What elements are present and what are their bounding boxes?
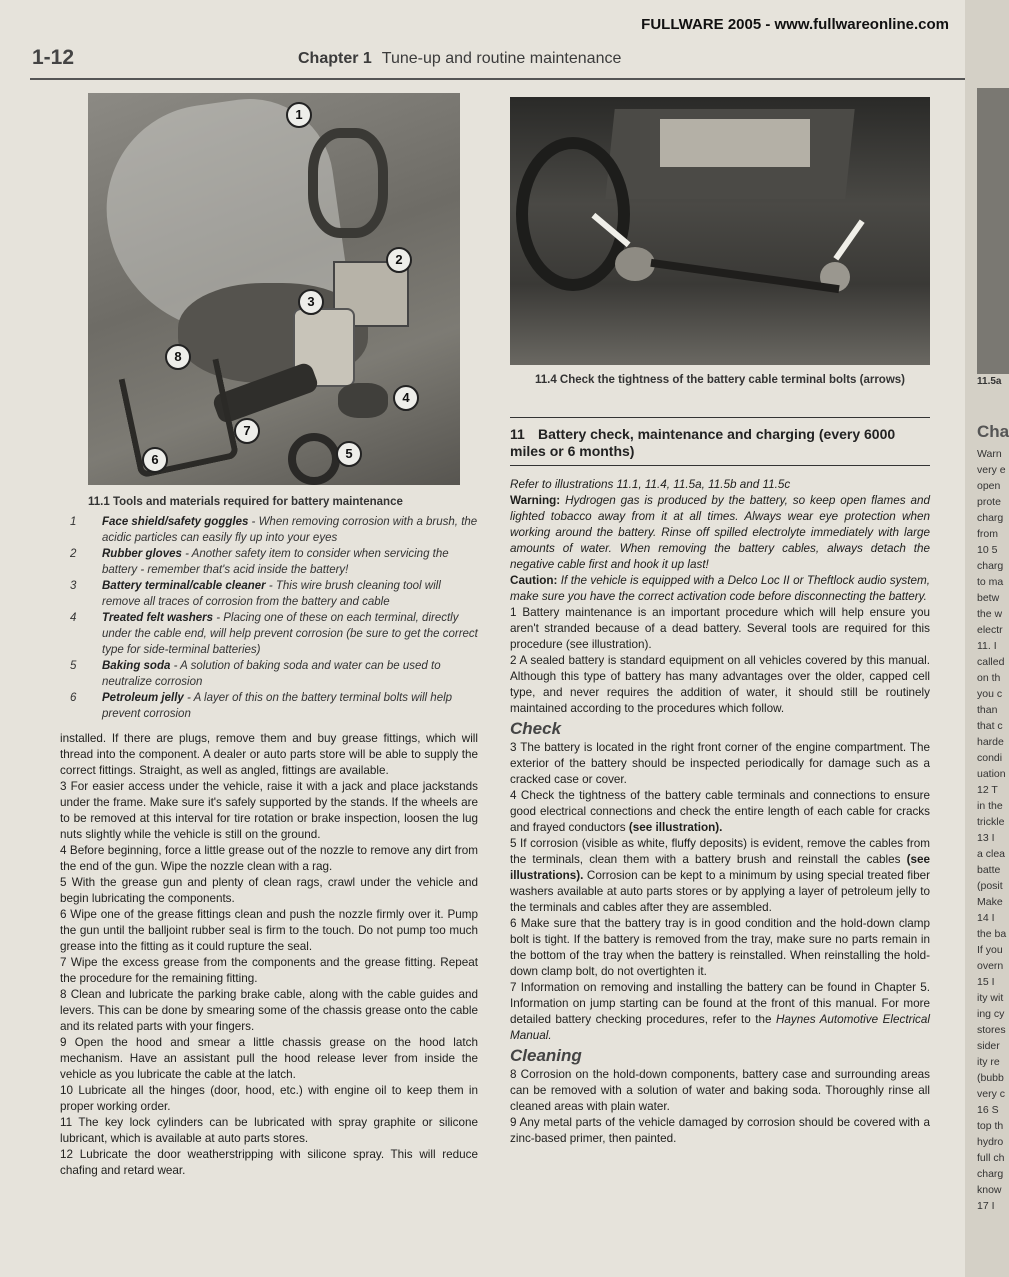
next-page-line: overn	[977, 960, 1004, 972]
paragraph-text: Corrosion can be kept to a minimum by using special treated fiber washers available at auto parts stores or by applying a layer of petroleum jelly to the terminals and cables after they are assembled.	[510, 869, 930, 914]
next-page-line: If you	[977, 944, 1003, 956]
header-rule	[30, 78, 965, 80]
next-page-line: from	[977, 528, 998, 540]
callout-2: 2	[386, 247, 412, 273]
body-paragraph: 11 The key lock cylinders can be lubricated with spray graphite or silicone lubricant, which is available at auto parts stores.	[60, 1116, 478, 1145]
callout-3: 3	[298, 289, 324, 315]
next-page-line: batte	[977, 864, 1001, 876]
body-paragraph: 6 Wipe one of the grease fittings clean and push the nozzle firmly over it. Pump the gun until the balljoint rubber seal is firm to the touch. Do not pump too much grease into the fitting as it could rupture the seal.	[60, 908, 478, 953]
running-header	[298, 50, 621, 68]
next-page-line: the ba	[977, 928, 1007, 940]
next-page-edge	[965, 0, 1009, 1277]
next-page-line: very c	[977, 1088, 1006, 1100]
figure-battery-terminal-photo	[510, 97, 930, 365]
callout-4: 4	[393, 385, 419, 411]
callout-7: 7	[234, 418, 260, 444]
body-paragraph: 8 Clean and lubricate the parking brake cable, along with the cable guides and levers. This can be done by smearing some of the chassis grease onto the cable and its related parts with your fingers.	[60, 988, 478, 1033]
section-heading	[510, 426, 930, 460]
body-paragraph: 7 Wipe the excess grease from the components and the grease fitting. Repeat the procedure for the remaining fitting.	[60, 956, 478, 985]
body-paragraph: 8 Corrosion on the hold-down components, battery case and surrounding areas can be removed with a solution of water and baking soda. Thoroughly rinse all cleaned areas with plain water.	[510, 1068, 930, 1113]
terminal-left-shape	[615, 247, 655, 281]
paragraph-text: 5 If corrosion (visible as white, fluffy deposits) is evident, remove the cables from the terminals, clean them with a battery brush and reinstall the cables	[510, 837, 930, 866]
legend-term: Rubber gloves	[102, 548, 182, 560]
next-page-line: charg	[977, 1168, 1004, 1180]
legend-number: 5	[70, 660, 77, 672]
legend-number: 4	[70, 612, 77, 624]
next-page-line: stores	[977, 1024, 1006, 1036]
next-page-line: that c	[977, 720, 1003, 732]
legend-item	[70, 514, 478, 546]
next-page-line: 16 S	[977, 1104, 999, 1116]
next-page-line: called	[977, 656, 1005, 668]
warning-paragraph	[510, 493, 930, 573]
next-page-line: a clea	[977, 848, 1006, 860]
body-paragraph: 5 With the grease gun and plenty of clean rags, crawl under the vehicle and begin lubricating the components.	[60, 876, 478, 905]
legend-text: - This wire brush cleaning tool will remove all traces of corrosion from the battery and cable	[102, 580, 441, 608]
next-page-line: prote	[977, 496, 1001, 508]
next-page-line: charg	[977, 512, 1004, 524]
legend-item	[70, 658, 478, 690]
next-page-line: than	[977, 704, 998, 716]
right-column-text	[510, 477, 930, 1147]
next-page-line: trickle	[977, 816, 1005, 828]
next-page-line: 13 I	[977, 832, 995, 844]
next-page-line: very e	[977, 464, 1006, 476]
legend-item	[70, 546, 478, 578]
body-paragraph: 6 Make sure that the battery tray is in good condition and the hold-down clamp bolt is tight. If the battery is removed from the tray, make sure no parts remain in the bottom of the tray when the battery is reinstalled. When reinstalling the hold-down clamp bolt, do not overtighten it.	[510, 917, 930, 978]
battery-puller-shape	[119, 359, 240, 479]
next-page-line: charg	[977, 560, 1004, 572]
body-paragraph: 3 The battery is located in the right front corner of the engine compartment. The exterior of the battery should be inspected periodically for damage such as a cracked case or cover.	[510, 741, 930, 786]
legend-text: - When removing corrosion with a brush, the acidic particles can easily fly up into your eyes	[102, 516, 478, 544]
next-page-line: ing cy	[977, 1008, 1005, 1020]
manual-reference: Haynes Automotive Electrical Manual.	[510, 1013, 930, 1042]
legend-text: - A solution of baking soda and water can be used to neutralize corrosion	[102, 660, 441, 688]
next-page-line: (posit	[977, 880, 1003, 892]
next-page-line: uation	[977, 768, 1006, 780]
next-page-line: ity re	[977, 1056, 1000, 1068]
next-page-line: to ma	[977, 576, 1004, 588]
legend-number: 3	[70, 580, 77, 592]
next-page-line: 15 I	[977, 976, 995, 988]
illustration-reference: Refer to illustrations 11.1, 11.4, 11.5a, 11.5b and 11.5c	[510, 478, 791, 491]
figure-1-caption: 11.1 Tools and materials required for battery maintenance	[88, 496, 403, 508]
next-page-line: you c	[977, 688, 1003, 700]
next-page-line: open	[977, 480, 1001, 492]
left-column-text	[60, 731, 478, 1179]
body-paragraph: 9 Open the hood and smear a little chassis grease on the hood latch mechanism. Have an assistant pull the hood release lever from inside the vehicle as you lubricate the cable at the latch.	[60, 1036, 478, 1081]
legend-term: Face shield/safety goggles	[102, 516, 249, 528]
body-paragraph: 12 Lubricate the door weatherstripping with silicone spray. This will reduce chafing and retard wear.	[60, 1148, 478, 1177]
next-page-line: on th	[977, 672, 1001, 684]
chapter-title: Tune-up and routine maintenance	[381, 50, 622, 67]
callout-5: 5	[336, 441, 362, 467]
caution-label: Caution:	[510, 574, 558, 587]
legend-term: Baking soda	[102, 660, 171, 672]
paragraph-text: 4 Check the tightness of the battery cable terminals and connections to ensure good electrical connections and check the entire length of each cable for cracks and frayed conductors	[510, 789, 930, 834]
caution-text: If the vehicle is equipped with a Delco Loc II or Theftlock audio system, make sure you have the correct activation code before disconnecting the battery.	[510, 574, 930, 603]
next-page-photo	[977, 88, 1009, 374]
goggles-strap-shape	[308, 128, 388, 238]
next-page-line: full ch	[977, 1152, 1005, 1164]
warning-text: Hydrogen gas is produced by the battery, so keep open flames and lighted tobacco away from it at all times. Always wear eye protection when working around the battery. Rinse off spilled electrolyte immediately with large amounts of water. When removing the battery cables, always detach the negative cable first and hook it up last!	[510, 494, 930, 571]
next-page-line: Make	[977, 896, 1003, 908]
next-page-line: 11. I	[977, 640, 997, 652]
next-page-line: top th	[977, 1120, 1004, 1132]
body-paragraph: 9 Any metal parts of the vehicle damaged by corrosion should be covered with a zinc-based primer, then painted.	[510, 1116, 930, 1145]
next-page-line: harde	[977, 736, 1004, 748]
chapter-label: Chapter 1	[298, 50, 372, 67]
next-page-line: know	[977, 1184, 1002, 1196]
cleaning-heading: Cleaning	[510, 1046, 582, 1065]
cable-loop-shape	[516, 137, 630, 291]
next-page-line: electr	[977, 624, 1003, 636]
next-page-line: condi	[977, 752, 1003, 764]
section-rule-top	[510, 417, 930, 418]
legend-term: Treated felt washers	[102, 612, 214, 624]
next-page-heading: Cha	[977, 422, 1009, 441]
next-page-line: sider	[977, 1040, 1000, 1052]
legend-number: 2	[70, 548, 77, 560]
body-paragraph: 3 For easier access under the vehicle, raise it with a jack and place jackstands under the frame. Make sure it's safely supported by the stands. If the wheels are to be removed at this interval for tire rotation or brake inspection, loosen the lug nuts slightly while the vehicle is still on the ground.	[60, 780, 478, 841]
next-page-line: in the	[977, 800, 1003, 812]
next-page-line: 17 I	[977, 1200, 995, 1212]
legend-text: - Placing one of these on each terminal, directly under the cable end, will help prevent corrosion (be sure to get the correct type for side-terminal batteries)	[102, 612, 478, 656]
legend-item	[70, 690, 478, 722]
watermark-text: FULLWARE 2005 - www.fullwareonline.com	[641, 16, 949, 33]
legend-term: Battery terminal/cable cleaner	[102, 580, 266, 592]
next-page-line: 12 T	[977, 784, 998, 796]
legend-text: - A layer of this on the battery terminal bolts will help prevent corrosion	[102, 692, 453, 720]
figure-1-legend	[70, 514, 478, 722]
callout-1: 1	[286, 102, 312, 128]
next-page-line: (bubb	[977, 1072, 1004, 1084]
section-rule-bottom	[510, 465, 930, 466]
legend-term: Petroleum jelly	[102, 692, 184, 704]
next-page-line: the w	[977, 608, 1003, 620]
next-page-line: hydro	[977, 1136, 1004, 1148]
legend-item	[70, 578, 478, 610]
legend-number: 1	[70, 516, 77, 528]
cable-strand-shape	[650, 259, 839, 293]
section-title: Battery check, maintenance and charging (every 6000 miles or 6 months)	[510, 426, 896, 459]
next-page-line: ity wit	[977, 992, 1004, 1004]
next-page-line: Warn	[977, 448, 1002, 460]
next-page-line: betw	[977, 592, 1000, 604]
legend-item	[70, 610, 478, 658]
check-heading: Check	[510, 719, 562, 738]
caution-paragraph	[510, 573, 930, 605]
body-paragraph: 4 Before beginning, force a little grease out of the nozzle to remove any dirt from the end of the gun. Wipe the nozzle clean with a rag.	[60, 844, 478, 873]
battery-label-shape	[660, 119, 810, 167]
legend-number: 6	[70, 692, 77, 704]
figure-battery-tools-photo	[88, 93, 460, 485]
illustration-link: (see illustrations).	[510, 853, 930, 882]
warning-label: Warning:	[510, 494, 561, 507]
body-paragraph: installed. If there are plugs, remove them and buy grease fittings, which will thread into the component. A dealer or auto parts store will be able to supply the correct fittings. Straight, as well as angled, fittings are available.	[60, 732, 478, 777]
body-paragraph	[510, 836, 930, 916]
body-paragraph	[510, 980, 930, 1044]
figure-2-caption: 11.4 Check the tightness of the battery cable terminal bolts (arrows)	[534, 374, 906, 386]
callout-8: 8	[165, 344, 191, 370]
arrow-right-shape	[833, 219, 864, 260]
next-page-caption: 11.5a	[977, 376, 1002, 387]
body-paragraph: 1 Battery maintenance is an important procedure which will help ensure you aren't stranded because of a dead battery. Several tools are required for this procedure (see illustration).	[510, 606, 930, 651]
section-number: 11	[510, 426, 525, 442]
page-number: 1-12	[32, 46, 75, 69]
body-paragraph	[510, 788, 930, 836]
body-paragraph: 2 A sealed battery is standard equipment on all vehicles covered by this manual. Although this type of battery has many advantages over the older, capped cell type, and never requires the addition of water, it should still be routinely maintained according to the procedures which follow.	[510, 654, 930, 715]
illustration-link: (see illustration).	[628, 821, 723, 834]
next-page-line: 10 5	[977, 544, 998, 556]
paragraph-text: 7 Information on removing and installing the battery can be found in Chapter 5. Information on jump starting can be found at the front of this manual. For more detailed battery checking procedures, refer to the	[510, 981, 930, 1026]
cable-clamp-shape	[338, 383, 388, 418]
felt-washer-shape	[288, 433, 340, 485]
legend-text: - Another safety item to consider when servicing the battery - remember that's acid inside the battery!	[102, 548, 449, 576]
callout-6: 6	[142, 447, 168, 473]
body-paragraph: 10 Lubricate all the hinges (door, hood, etc.) with engine oil to keep them in proper working order.	[60, 1084, 478, 1113]
next-page-line: 14 I	[977, 912, 995, 924]
